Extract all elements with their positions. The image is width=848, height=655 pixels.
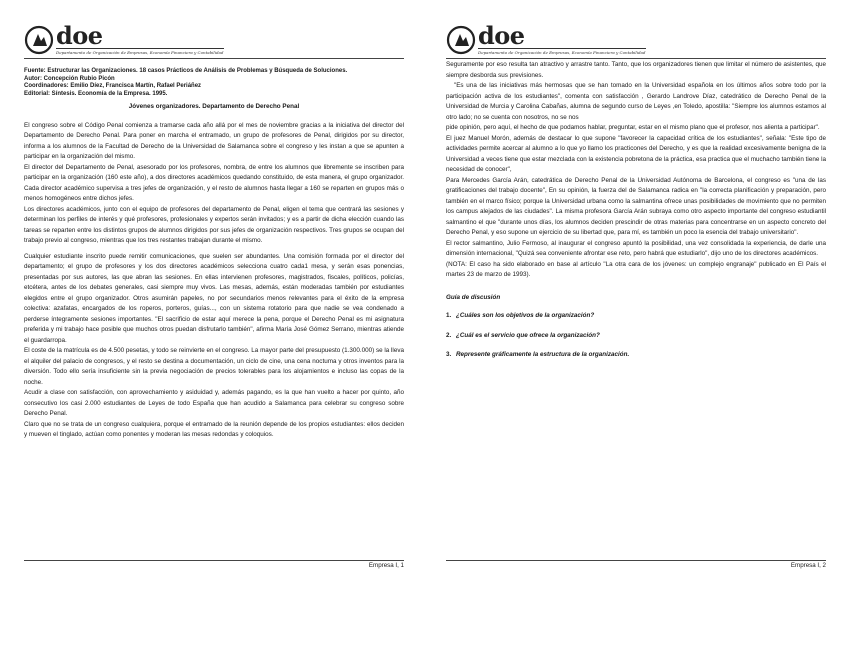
logo-subtitle: Departamento de Organización de Empresas, Economía Financiera y Contabilidad	[478, 50, 646, 55]
footer-divider	[446, 560, 826, 561]
author-line: Autor: Concepción Rubio Picón	[24, 75, 115, 82]
discussion-question: 3. Represente gráficamente la estructura de la organización.	[446, 351, 630, 358]
body-paragraph: Los directores académicos, junto con el equipo de profesores del departamento de Penal, eligen el tema que centrará las sesiones y determinan los perfiles de interés y qué profesores, profesionales y expertos serán invitados; y es a partir de dicha elección cuando las tareas se reparten entre los distintos grupos de alumnos dirigidos por sus jefes de organización respectivos. Tres grupos se ocupan del trabajo previo al congreso, mientras que los tres restantes trabajan durante el mismo.	[24, 205, 404, 245]
body-paragraph: El director del Departamento de Penal, asesorado por los profesores, nombra, de entre los alumnos que libremente se inscriben para participar en la organización (160 este año), a dos directores académicos quedando constituido, de esta manera, el grupo organizador. Cada director académico supervisa a tres jefes de organización, y el resto de alumnos hasta llegar a 160 se reparten en grupos más o menos homogéneos entre dichos jefes.	[24, 163, 404, 203]
body-paragraph: El juez Manuel Morón, además de destacar lo que supone "favorecer la capacidad crítica de los estudiantes", señala: "Este tipo de actividades permite acercar al alumno a lo que yo llamo los practicones del Derecho, y es que la realidad excesivamente benigna de la Universidad a veces tiene que estar mezclada con la existencia pobretona de la práctica, esa practica que el muchacho también tiene la necesidad de conocer",	[446, 134, 826, 173]
body-paragraph: "Es una de las iniciativas más hermosas que se han tomado en la Universidad española en los últimos años sobre todo por la participación activa de los estudiantes", comenta con satisfacción , Gerardo Landrove Díaz, catedrático de Derecho Penal de la Universidad de Murcia y Carolina Cabañas, alumna de segundo curso de Leyes ,en Toledo, apostilla: "Siempre los alumnos estamos al otro lado; no se cuenta con nosotros, no se nos	[446, 82, 826, 121]
article-title: Jóvenes organizadores. Departamento de Derecho Penal	[128, 103, 300, 111]
page-footer: Empresa I, 1	[368, 562, 404, 569]
document-page-2	[446, 21, 826, 572]
discussion-guide-title: Guía de discusión	[446, 293, 501, 301]
discussion-question: 2. ¿Cuál es el servicio que ofrece la organización?	[446, 331, 600, 339]
doe-logo-icon	[24, 25, 54, 55]
discussion-question: 1. ¿Cuáles son los objetivos de la organización?	[446, 312, 595, 319]
body-paragraph: Claro que no se trata de un congreso cualquiera, porque el entramado de la reunión depende de los propios estudiantes: ellos deciden y mueven el tinglado, actúan como ponentes y moderan las mesas redondas y coloquios.	[24, 420, 404, 439]
body-paragraph: Cualquier estudiante inscrito puede remitir comunicaciones, que suelen ser abundantes. Una comisión formada por el director del departamento; el grupo de profesores y los dos directores académicos selecciona cuatro cada1 mesa, y serán esas ponencias, presentadas por sus autores, las que abran las sesiones. En ellas intervienen profesores, magistrados, fiscales, políticos, policías, etcétera, antes de los debates generales, casi siempre muy vivos. Las mesas, además, están moderadas también por estudiantes elegidos entre el grupo organizador. Otros asumirán papeles, no por secundarios menos relevantes para el éxito de la empresa colectiva: azafatas, encargados de los roperos, porteros, guías..., con un sistema rotatorio para que nadie se vea condenado a perderse íntegramente sesiones importantes. "El sacrificio de estar aquí merece la pena, porque el Derecho Penal es mi asignatura preferida y mi trabajo hace posible que muchos otros puedan disfrutarlo también", afirma María José Gómez Serrano, mientras atiende el guardarropa.	[24, 252, 404, 344]
body-paragraph: (NOTA: El caso ha sido elaborado en base al artículo "La otra cara de los jóvenes: un complejo engranaje" publicado en El País el martes 23 de marzo de 1993).	[446, 260, 826, 278]
logo-name: doe	[56, 21, 103, 50]
footer-divider	[24, 560, 404, 561]
department-logo	[24, 21, 224, 55]
publisher-line: Editorial: Síntesis. Economía de la Empresa. 1995.	[24, 90, 168, 97]
page-footer: Empresa I, 2	[790, 562, 826, 569]
coordinators-line: Coordinadores: Emilio Díez, Francisca Martín, Rafael Periáñez	[24, 83, 202, 90]
body-paragraph: Para Mercedes García Arán, catedrática de Derecho Penal de la Universidad Autónoma de Barcelona, el congreso es "una de las gratificaciones del trabajo docente", En su opinión, la fuerza del de Salamanca radica en "la correcta planificación y preparación, pero también en el marco físico; porque la Universidad urbana como la salmantina ofrece unas posibilidades de movimiento que no permiten los campus alejados de las ciudades". La misma profesora García Arán subraya como otro aspecto importante del congreso estudiantil salmantino el que "durante unos días, los alumnos deciden prescindir de otras materias para concentrarse en un aspecto concreto del Derecho Penal, y eso supone un ejercicio de su libertad que, para mí, es también un poco la esencia del trabajo universitario".	[446, 176, 826, 236]
header-divider	[24, 58, 404, 59]
logo-subtitle: Departamento de Organización de Empresas, Economía Financiera y Contabilidad	[56, 50, 224, 55]
body-paragraph: El coste de la matrícula es de 4.500 pesetas, y todo se reinvierte en el congreso. La mayor parte del presupuesto (1.300.000) se la lleva el alquiler del palacio de congresos, y el resto se destina a documentación, un ciclo de cine, una cena noctuma y otros inventos para la diversión. Todo ello sería insuficiente sin la previa negociación de precios tolerables para los alojamientos e incluso las copas de la noche.	[24, 347, 404, 386]
document-page-1	[24, 21, 404, 572]
body-paragraph: El rector salmantino, Julio Fermoso, al inaugurar el congreso apuntó la posibilidad, una vez consolidada la experiencia, de darle una dimensión internacional, "Quizá sea conveniente afrontar ese reto, pero habrá que estudiarlo", dijo uno de los directores académicos.	[446, 239, 826, 257]
doe-logo-icon	[446, 25, 476, 55]
source-line: Fuente: Estructurar las Organizaciones. 18 casos Prácticos de Análisis de Problemas y Búsqueda de Soluciones.	[24, 68, 348, 74]
body-paragraph: Acudir a clase con satisfacción, con aprovechamiento y asiduidad y, además pagando, es la que han vuelto a hacer por quinto, año consecutivo los casi 2.000 estudiantes de Leyes de todo España que han acudido a Salamanca para celebrar su congreso sobre Derecho Penal.	[24, 389, 404, 418]
department-logo	[446, 21, 646, 55]
page-1-content	[24, 68, 404, 441]
header-divider	[446, 58, 826, 59]
body-paragraph: Seguramente por eso resulta tan atractivo y arrastre tanto. Tanto, que los organizadores tienen que limitar el número de asistentes, que siempre desborda sus previsiones.	[446, 61, 826, 79]
logo-name: doe	[478, 21, 525, 50]
page-2-content	[446, 60, 826, 370]
body-paragraph: pide opinión, pero aquí, el hecho de que podamos hablar, preguntar, estar en el mismo plano que el profesor, nos alienta a participar".	[446, 124, 820, 131]
body-paragraph: El congreso sobre el Código Penal comienza a tramarse cada año allá por el mes de noviembre gracias a la iniciativa del director del Departamento de Derecho Penal. Para poner en marcha el entramado, un grupo de profesores de Penal, dirigidos por su director, informa a los alumnos de la Facultad de Derecho de la Universidad de Salamanca sobre el congreso y les instan a que se apunten a participar en la organización del mismo.	[24, 121, 404, 161]
